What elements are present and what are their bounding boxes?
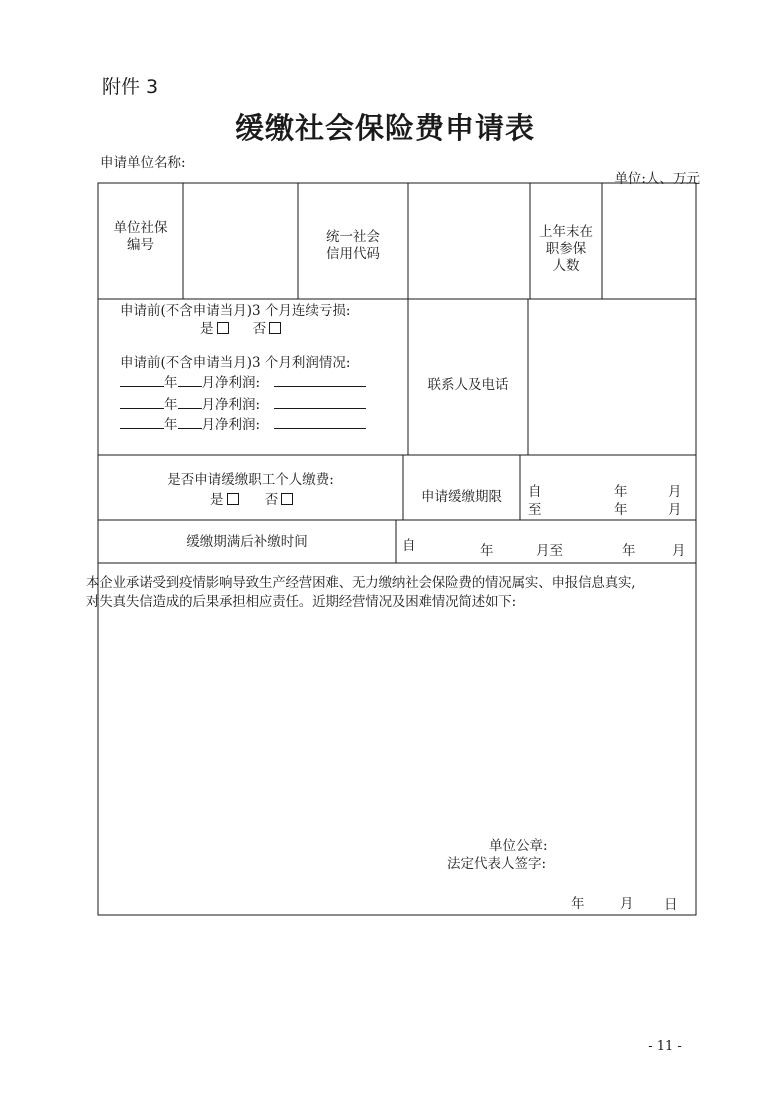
profit-value-3-field[interactable] xyxy=(274,416,366,429)
personal-yes-checkbox[interactable] xyxy=(227,493,239,505)
repayment-from: 自 xyxy=(402,538,416,554)
personal-deferral-choice: 是 否 xyxy=(210,492,293,509)
ss-number-field[interactable] xyxy=(184,184,297,298)
deferral-to: 至 xyxy=(528,502,542,518)
loss-yes-checkbox[interactable] xyxy=(217,322,229,334)
statement-line-1: 本企业承诺受到疫情影响导致生产经营困难、无力缴纳社会保险费的情况属实、申报信息真实, xyxy=(86,575,636,591)
form-title: 缓缴社会保险费申请表 xyxy=(234,111,535,145)
profit-row-1: 年 月净利润: xyxy=(120,374,366,392)
unit-label: 单位:人、万元 xyxy=(614,171,700,187)
repayment-month-to: 月至 xyxy=(536,543,563,559)
profit-year-2-field[interactable] xyxy=(120,396,164,409)
deferral-from: 自 xyxy=(528,484,542,500)
statement-line-2: 对失真失信造成的后果承担相应责任。近期经营情况及困难情况简述如下: xyxy=(86,594,516,610)
profit-month-1-field[interactable] xyxy=(178,374,202,387)
employee-count-label: 上年末在 职参保 人数 xyxy=(539,224,593,274)
deferral-from-month: 月 xyxy=(668,484,682,500)
loss-choice: 是 否 xyxy=(200,321,281,338)
applicant-name-label: 申请单位名称: xyxy=(100,155,186,171)
profit-value-2-field[interactable] xyxy=(274,396,366,409)
loss-question: 申请前(不含申请当月)3 个月连续亏损: xyxy=(120,303,351,319)
sign-month: 月 xyxy=(620,896,634,912)
personal-no-checkbox[interactable] xyxy=(281,493,293,505)
situation-description-field[interactable] xyxy=(100,615,690,825)
loss-no-checkbox[interactable] xyxy=(269,322,281,334)
deferral-to-year: 年 xyxy=(614,502,628,518)
profit-month-3-field[interactable] xyxy=(178,416,202,429)
credit-code-label: 统一社会 信用代码 xyxy=(326,229,380,262)
attachment-label: 附件 3 xyxy=(102,76,159,98)
deferral-period-label: 申请缓缴期限 xyxy=(421,489,502,505)
employee-count-field[interactable] xyxy=(603,184,695,298)
profit-year-3-field[interactable] xyxy=(120,416,164,429)
company-seal-label: 单位公章: xyxy=(489,838,548,854)
repayment-time-label: 缓缴期满后补缴时间 xyxy=(186,534,308,550)
contact-label: 联系人及电话 xyxy=(427,377,509,393)
deferral-to-month: 月 xyxy=(668,502,682,518)
sign-year: 年 xyxy=(571,896,585,912)
deferral-from-year: 年 xyxy=(614,484,628,500)
profit-month-2-field[interactable] xyxy=(178,396,202,409)
profit-row-3: 年 月净利润: xyxy=(120,416,366,434)
ss-number-label: 单位社保 编号 xyxy=(113,220,168,253)
repayment-to-year: 年 xyxy=(622,543,636,559)
personal-deferral-question: 是否申请缓缴职工个人缴费: xyxy=(167,472,334,488)
credit-code-field[interactable] xyxy=(409,184,529,298)
contact-field[interactable] xyxy=(529,300,695,454)
legal-rep-signature-label: 法定代表人签字: xyxy=(447,856,547,872)
repayment-to-month: 月 xyxy=(672,543,686,559)
profit-value-1-field[interactable] xyxy=(274,374,366,387)
profit-question: 申请前(不含申请当月)3 个月利润情况: xyxy=(120,355,351,371)
sign-day: 日 xyxy=(664,897,678,913)
repayment-from-year: 年 xyxy=(480,543,494,559)
profit-year-1-field[interactable] xyxy=(120,374,164,387)
profit-row-2: 年 月净利润: xyxy=(120,396,366,414)
page-number: - 11 - xyxy=(648,1039,682,1054)
